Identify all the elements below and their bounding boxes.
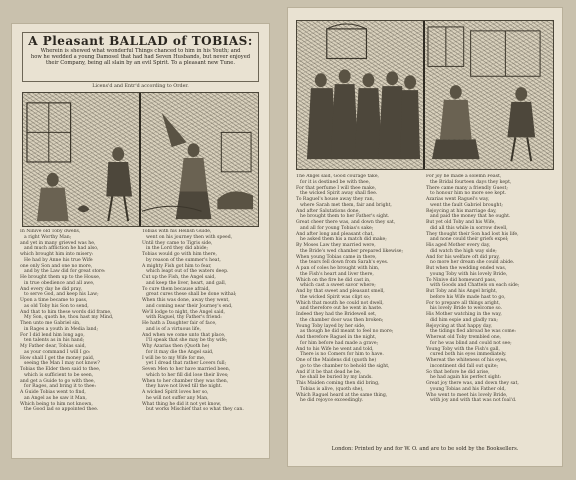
verse-line: But when the wedding ended was,: [426, 266, 507, 271]
verse-line: A mighty Fish got him to fear,: [142, 263, 212, 269]
verse-line: and all for young Tobias's sake;: [300, 225, 374, 231]
verse-line: Which on the fire he did cast in,: [296, 277, 371, 283]
right-verse-column-1: [296, 174, 420, 404]
verse-line: and therefore out he went in haste.: [300, 306, 383, 312]
verse-line: Great cheer there was, and down they sat,: [296, 220, 396, 225]
verse-line: How shall I get the money paid,: [20, 355, 95, 361]
verse-line: Young Toby with the Fish's gall,: [426, 346, 500, 352]
verse-line: which to her fill did lose their lives;: [146, 372, 229, 378]
verse-line: the wicked Spirit was clipt so;: [300, 294, 371, 300]
verse-line: Young Toby layed by her side,: [296, 323, 366, 329]
verse-line: the Fish's heart and liver there,: [300, 271, 374, 277]
verse-line: Tobias would go with him there,: [142, 252, 217, 257]
verse-line: He hath a Daughter fair of face,: [142, 321, 217, 326]
woodcut-illustration-right: [296, 20, 554, 170]
verse-line: did watch the high way side;: [430, 248, 497, 254]
verse-line: an Angel as he saw it Man,: [24, 395, 87, 401]
verse-line: the tidings fled abroad he was come:: [430, 329, 516, 335]
printer-imprint: London: Printed by and for W. O. and are to be sold by the Booksellers.: [331, 446, 519, 452]
verse-line: as your command I will I go:: [24, 349, 91, 355]
verse-line: the tears fell down from Sarah's eyes.: [300, 260, 389, 266]
verse-line: young Toby with his lovely Bride,: [430, 271, 508, 277]
verse-line: Tobias the Elder then said to thee,: [20, 367, 101, 372]
verse-line: for he was blind and could not see;: [430, 340, 512, 346]
verse-line: And after Salutations done,: [296, 208, 360, 214]
verse-line: And by that sweet and pleasant smell,: [296, 289, 385, 294]
verse-line: went the fault Gabriel brought;: [430, 202, 503, 208]
verse-line: In Ninive old Toby dwells,: [20, 229, 81, 234]
verse-line: Whereat old Toby trembled one,: [426, 335, 502, 340]
verse-line: as old Toby his Son to send,: [24, 303, 89, 309]
verse-line: no more her dream she could abide.: [430, 260, 515, 266]
verse-line: which cast a sweet savor where;: [300, 283, 376, 289]
verse-line: which brought him into misery:: [20, 252, 94, 257]
verse-line: his lovely Bride to welcome so.: [430, 306, 503, 312]
verse-line: go to the chamber to behold the sight,: [300, 363, 390, 369]
verse-line: a right Worthy Man;: [24, 234, 72, 240]
ballad-subtitle-line: how he wedded a young Damosel that had had Seven Husbands, but never enjoyed: [30, 54, 251, 61]
verse-line: Which Raguel heard at the same thing,: [296, 392, 388, 398]
verse-line: When young Tobias came in there,: [296, 254, 377, 260]
verse-line: Whereat the whiteness of his eyes,: [426, 358, 508, 363]
verse-line: Who went to meet his lovely Bride,: [426, 392, 508, 398]
verse-line: great cures these shall be done withal;: [146, 292, 237, 298]
verse-line: And therefore Raguel in the night,: [296, 335, 377, 340]
verse-line: And after long and pleasant chat,: [296, 231, 374, 237]
verse-line: which leapt out of the waters deep.: [146, 269, 229, 275]
verse-line: For I did lend him long ago,: [20, 332, 85, 338]
verse-line: But yet old Toby and his Wife,: [426, 220, 496, 225]
verse-line: cured both his eyes immediately.: [430, 352, 507, 358]
verse-line: the Bride's wed chamber prepared likewise;: [300, 248, 404, 254]
verse-line: to serve God, and keep his Law;: [24, 292, 99, 298]
verse-line: in the Lord they did abide;: [146, 246, 209, 252]
verse-line: Azarias went Raguel's way,: [426, 197, 490, 202]
verse-line: For that perfume I will thee make,: [296, 185, 377, 191]
verse-line: Tobias is alive, (quoth she),: [300, 386, 364, 392]
verse-line: To Ninive did homeward pass,: [426, 277, 497, 283]
left-verse-column-1: [20, 229, 136, 413]
verse-line: And that to him these words did frame,: [20, 309, 112, 315]
verse-line: To Raguel's house away they ran,: [296, 197, 375, 202]
verse-line: When this was done, away they went,: [142, 298, 230, 303]
verse-line: My Son, quoth he, thou hast my Mind,: [24, 315, 114, 321]
verse-line: And if it be that dead he be,: [296, 369, 362, 375]
verse-line: he had again his perfect sight:: [430, 375, 502, 381]
verse-line: and paid the money that he ought.: [430, 214, 511, 220]
verse-line: and much affliction he had also,: [24, 246, 99, 252]
verse-line: incontinent did fall out quite;: [430, 363, 499, 369]
verse-line: I will be to my Wife for me,: [142, 355, 206, 361]
verse-line: Indeed they had the Bridewell set,: [296, 312, 377, 317]
verse-line: So that before he did arise,: [426, 369, 490, 375]
left-verse-column-2: [142, 229, 262, 413]
verse-line: And every day he did pray,: [20, 286, 82, 292]
ballad-subtitle-line: their Company, being all slain by an evil Spirit. To a pleasant new Tune.: [46, 60, 235, 67]
verse-line: He had by Anne his true Wife: [24, 257, 93, 263]
verse-line: the Bridal fourteen days they kept,: [430, 179, 512, 185]
verse-line: Which that mouth he could not dwell,: [296, 300, 384, 306]
verse-line: For to prepare all things aright,: [426, 300, 501, 306]
verse-line: To cure them because afraid,: [142, 286, 210, 292]
verse-line: Then unto me Gabriel sin,: [20, 321, 81, 326]
verse-line: seeing the Man I may not know?: [24, 361, 100, 367]
verse-line: A Guide Tobias went to find,: [20, 390, 86, 395]
verse-line: And for his welfare oft did pray,: [426, 254, 500, 260]
verse-line: Rejoycing at that happy day,: [426, 323, 493, 329]
verse-line: ten talents as in his hand;: [24, 338, 85, 344]
ballad-title-block: [22, 32, 259, 82]
verse-line: he asked them his a match did make;: [300, 237, 387, 243]
verse-line: His Mother watching in the way,: [426, 312, 502, 317]
ballad-title: A Pleasant BALLAD of TOBIAS:: [28, 34, 253, 48]
verse-line: And when we come unto that place,: [142, 332, 226, 338]
verse-line: Why Azarias then (Quoth he): [142, 344, 210, 349]
verse-line: he will not suffer any Man,: [146, 395, 209, 401]
verse-line: yet I dread that rather Lovers full;: [146, 361, 227, 367]
verse-line: They thought their Son had lost his life,: [426, 231, 519, 237]
verse-line: He brought them up to the House,: [20, 275, 101, 280]
verse-line: as though he did meant to feel no more;: [300, 329, 394, 335]
verse-line: A wicked Spirit loves her so,: [142, 390, 209, 395]
verse-line: My Father dear, Tobias said,: [20, 344, 86, 349]
verse-line: young Tobias and his Father old,: [430, 386, 506, 392]
verse-line: with Raguel, thy Father's friend:: [146, 315, 222, 321]
verse-line: Rejoycing at his marriage day,: [426, 208, 497, 214]
verse-line: There is no Comers for him to have.: [300, 352, 384, 358]
verse-line: one only Son and one no more,: [20, 263, 93, 269]
verse-line: By Moses Law they married were,: [296, 243, 376, 248]
verse-line: for him before had made a grave;: [300, 340, 379, 346]
right-broadside-sheet: [288, 8, 562, 466]
verse-line: the chamber door was then broken;: [300, 317, 384, 323]
ballad-subtitle-line: Wherein is shewed what wonderful Things chanced to him in his Youth; and: [40, 48, 241, 54]
verse-line: His aged Mother every day,: [426, 243, 491, 248]
verse-line: What thing he did it not yet know,: [142, 401, 222, 407]
verse-line: for Rages, and bring it to thee:: [24, 384, 97, 390]
verse-line: which is sufficient to be seen,: [24, 372, 94, 378]
verse-line: he brought them to her Father's sight.: [300, 214, 390, 220]
left-broadside-sheet: [12, 24, 269, 458]
verse-line: to honour him no more see kept.: [430, 191, 507, 197]
verse-line: and is of a virtuous life,: [146, 326, 201, 332]
verse-line: for it is destined be with thee,: [300, 179, 371, 185]
verse-line: did him espie and gladly ran;: [430, 317, 498, 323]
verse-line: This Maiden coming then did bring,: [296, 381, 380, 386]
verse-line: and none could their griefs expel;: [430, 237, 509, 243]
verse-line: by reason of the summer's heat,: [146, 257, 221, 263]
verse-line: For joy he made a solemn Feast,: [426, 174, 502, 179]
verse-line: in true obedience and all awe,: [24, 280, 95, 286]
verse-line: went on his journey then with speed,: [146, 234, 233, 240]
verse-line: he did rejoyce exceedingly.: [300, 398, 363, 404]
verse-line: and yet in many grieved was he,: [20, 240, 96, 246]
verse-line: Great joy there was, and down they sat,: [426, 381, 519, 386]
verse-line: and coming near their Journey's end,: [146, 303, 233, 309]
verse-line: did all this while in sorrow dwell,: [430, 225, 508, 231]
verse-line: the Good lad so appointed thee.: [24, 407, 99, 413]
verse-line: and by the Law did for great store:: [24, 269, 106, 275]
woodcut-illustration-left: [22, 92, 259, 227]
verse-line: but works Mischief that so what they can.: [146, 407, 244, 413]
verse-line: There came many a friendly Guest;: [426, 185, 508, 191]
verse-line: I'll speak that she may be thy wife;: [146, 338, 228, 344]
verse-line: Seven Men to her have married been,: [142, 367, 231, 372]
verse-line: with joy and with that was not foal'd.: [430, 398, 517, 404]
verse-line: One of the Maidens did (quoth he): [296, 358, 377, 363]
verse-line: for it may die the Angel said,: [146, 349, 214, 355]
verse-line: the wicked Spirit away shall flee.: [300, 191, 378, 197]
verse-line: But Toby and his Angel bright,: [426, 289, 498, 294]
verse-line: and get a Guide to go with thee,: [20, 378, 96, 384]
verse-line: We'll lodge to night, the Angel said,: [142, 309, 226, 315]
verse-line: Tobias with his Hellish Guide,: [142, 229, 212, 234]
verse-line: Until they came to Tigris side,: [142, 240, 213, 246]
verse-line: Cut up the Fish, the Angel said,: [142, 275, 216, 280]
verse-line: A pan of coles he brought with him,: [296, 266, 380, 271]
verse-line: he shall be buried by my lands.: [300, 375, 373, 381]
verse-line: they have not lived till the night.: [146, 384, 223, 390]
verse-line: in Rages a youth in Media land;: [24, 326, 99, 332]
verse-line: Upon a time became to pass,: [20, 298, 88, 303]
right-verse-column-2: [426, 174, 556, 404]
verse-line: before his Wife made hast to go,: [430, 294, 506, 300]
verse-line: The Angel said, Good courage take,: [296, 174, 379, 179]
verse-line: And to his Wife he went and told,: [296, 346, 374, 352]
verse-line: where Sarah met them, fair and bright,: [300, 202, 392, 208]
verse-line: and keep the liver, heart, and gall,: [146, 280, 227, 286]
licence-line: Licens'd and Entr'd according to Order.: [92, 84, 189, 89]
verse-line: Which being to him not known,: [20, 401, 93, 407]
verse-line: with Goods and Chattels on each side;: [430, 283, 520, 289]
verse-line: When to her chamber they was then,: [142, 378, 229, 384]
